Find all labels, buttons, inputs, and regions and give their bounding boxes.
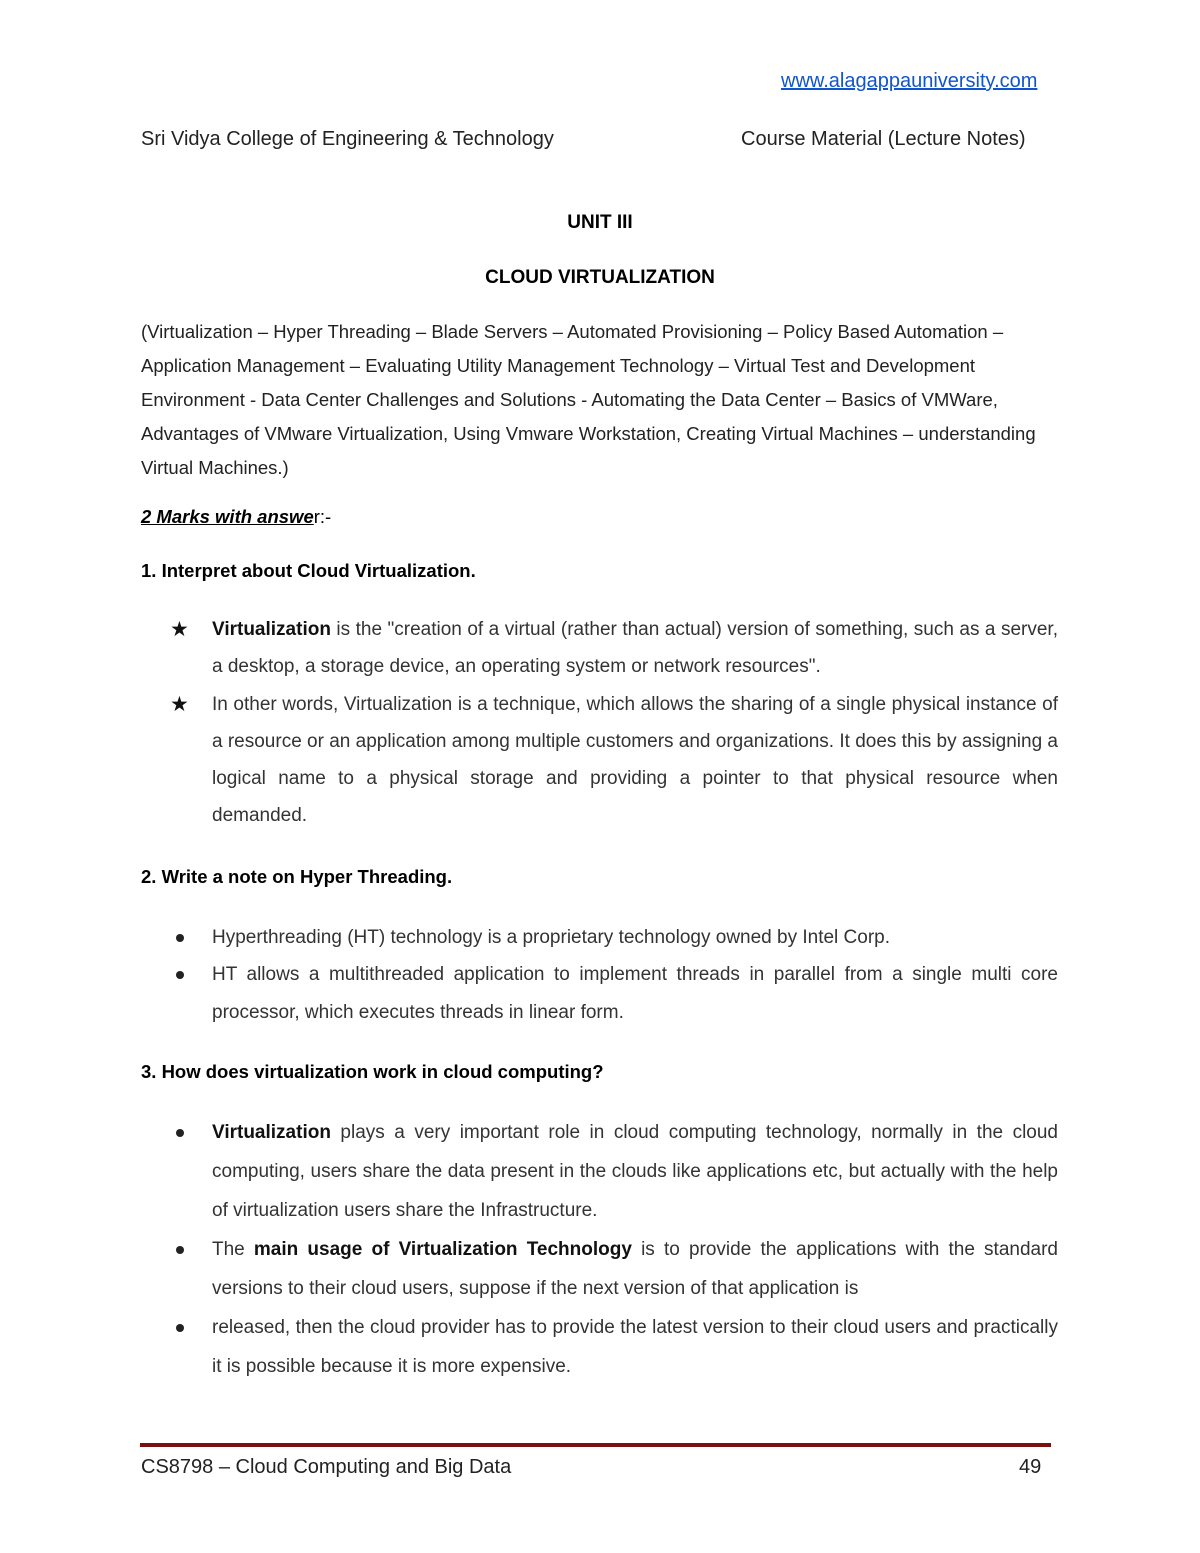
college-name: Sri Vidya College of Engineering & Technology [141, 128, 554, 150]
bullet-text: is the "creation of a virtual (rather than actual) version of something, such as a server, a desktop, a storage device, an operating system or network resources". [212, 619, 1058, 678]
question-3-title: 3. How does virtualization work in cloud computing? [141, 1061, 604, 1082]
question-2-list [170, 919, 1058, 1031]
footer-course: CS8798 – Cloud Computing and Big Data [141, 1456, 512, 1478]
list-item [170, 956, 1058, 1031]
marks-heading-main: 2 Marks with answe [141, 506, 314, 527]
topics-paragraph: (Virtualization – Hyper Threading – Blade Servers – Automated Provisioning – Policy Based Automation – Application Management – Evaluating Utility Management Technology – Virtual Test and Development Environment - Data Center Challenges and Solutions - Automating the Data Center – Basics of VMWare, Advantages of VMware Virtualization, Using Vmware Workstation, Creating Virtual Machines – understanding Virtual Machines.) [141, 321, 1036, 478]
star-icon: ★ [170, 618, 189, 641]
bullet-text: is to provide the applications with the standard versions to their cloud users, suppose if the next version of that application is [212, 1239, 1058, 1299]
marks-heading [141, 506, 331, 528]
bullet-text: plays a very important role in cloud computing technology, normally in the cloud computing, users share the data present in the clouds like applications etc, but actually with the help of virtualization users share the Infrastructure. [212, 1122, 1058, 1221]
bullet-text: HT allows a multithreaded application to implement threads in parallel from a single multi core processor, which executes threads in linear form. [212, 964, 1058, 1023]
list-item [170, 1113, 1058, 1230]
site-link[interactable]: www.alagappauniversity.com [781, 70, 1038, 92]
unit-title: CLOUD VIRTUALIZATION [485, 267, 715, 288]
question-1-list [170, 611, 1058, 835]
footer-rule [140, 1443, 1051, 1447]
question-1-title: 1. Interpret about Cloud Virtualization. [141, 560, 476, 581]
list-item [170, 611, 1058, 686]
dot-icon [176, 1246, 184, 1254]
dot-icon [176, 971, 184, 979]
list-item [170, 686, 1058, 835]
bullet-text: released, then the cloud provider has to provide the latest version to their cloud users and practically it is possible because it is more expensive. [212, 1317, 1058, 1377]
list-item [170, 919, 1058, 956]
bullet-prefix: The [212, 1239, 254, 1260]
list-item [170, 1308, 1058, 1386]
dot-icon [176, 934, 184, 942]
bullet-bold-term: Virtualization [212, 619, 331, 640]
star-icon: ★ [170, 692, 189, 716]
bullet-bold-term: main usage of Virtualization Technology [253, 1239, 632, 1260]
marks-heading-suffix: r:- [313, 506, 332, 527]
bullet-text: Hyperthreading (HT) technology is a proprietary technology owned by Intel Corp. [212, 927, 891, 948]
question-2-title: 2. Write a note on Hyper Threading. [141, 866, 453, 887]
page-number: 49 [1019, 1456, 1042, 1478]
bullet-bold-term: Virtualization [212, 1122, 331, 1143]
bullet-text: In other words, Virtualization is a technique, which allows the sharing of a single physical instance of a resource or an application among multiple customers and organizations. It does this by assigning a logical name to a physical storage and providing a pointer to that physical resource when demanded. [212, 693, 1058, 827]
question-3-list [170, 1113, 1058, 1386]
dot-icon [176, 1129, 184, 1137]
dot-icon [176, 1324, 184, 1332]
material-type: Course Material (Lecture Notes) [741, 128, 1026, 150]
list-item [170, 1230, 1058, 1308]
unit-heading: UNIT III [567, 212, 633, 233]
